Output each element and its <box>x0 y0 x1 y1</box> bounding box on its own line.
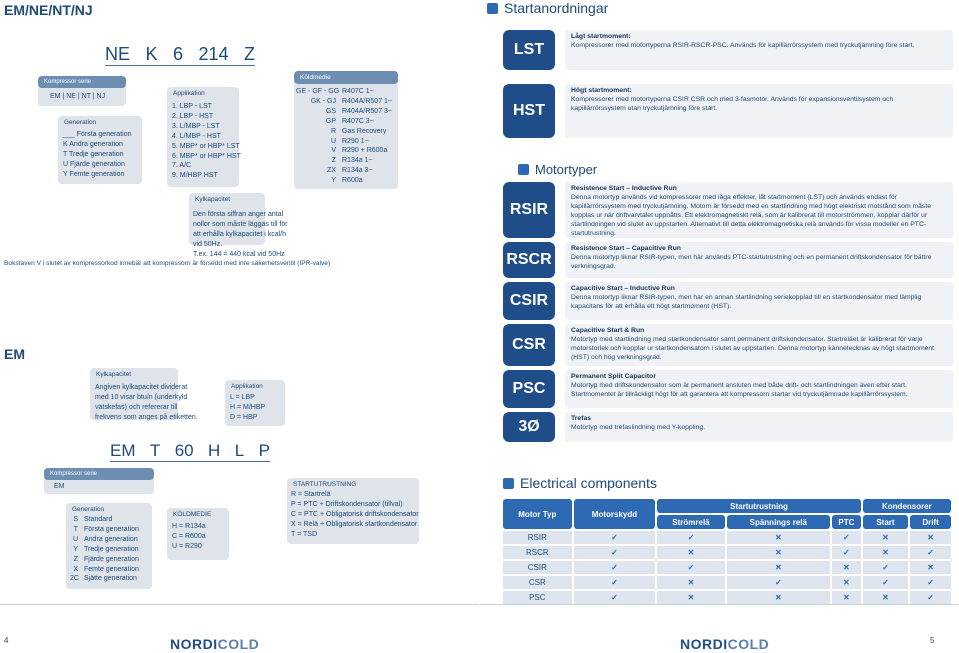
koldmedie-list <box>296 87 392 186</box>
applikation-row: 4. L/MBP - HST <box>172 132 221 140</box>
em-gen-row-code: Y <box>73 545 78 553</box>
motor-row-desc <box>565 282 953 320</box>
start-row-desc <box>565 84 953 138</box>
right-title: Startanordningar <box>504 0 609 16</box>
em-gen-row <box>70 515 139 525</box>
left-footer-rule <box>0 604 479 605</box>
em-gen-row <box>70 545 139 555</box>
em-komp-value: EM <box>54 483 65 490</box>
motor-type-cell: CSR <box>503 576 572 589</box>
right-logo <box>680 636 769 652</box>
kylkapacitet-pill: Kylkapacitet <box>195 196 231 203</box>
koldmedie-row-code: GP <box>325 117 336 125</box>
motor-type-cell: RSIR <box>503 531 572 544</box>
applikation-row: 2. LBP - HST <box>172 112 214 120</box>
kylkapacitet-line: T.ex. 144 = 440 kcal vid 50Hz <box>193 250 285 258</box>
motor-row-desc <box>565 370 953 408</box>
right-logo-a: NORDI <box>680 636 728 652</box>
check-icon: ✓ <box>910 591 951 604</box>
check-icon: ✓ <box>832 546 861 559</box>
check-icon: ✓ <box>574 591 656 604</box>
em-kold-row: U = R290 <box>172 542 202 550</box>
ipr-note: Bokstaven V i slutet av kompressorkod innebär att kompressorn är försedd med inre säkerhetsventil (IPR-valve) <box>4 260 331 267</box>
motor-row-text: Motortyp med startlindning med startkondensator samt permanent driftskondensator. Startreläet är kalibrerat för varje motorstorlek och kopplar ur startkondensatorn i slutet av uppstarten. Denna motortyp kännetecknas av högt startmoment (HST) och hög verkningsgrad. <box>571 335 935 361</box>
table-header: Motorskydd <box>574 499 656 529</box>
cross-icon: ✕ <box>910 531 951 544</box>
em-gen-row-code: T <box>73 525 78 533</box>
motor-type-cell: RSCR <box>503 546 572 559</box>
em-start-row: T = TSD <box>291 530 318 538</box>
generation-row: K Andra generation <box>63 140 123 148</box>
em-app-row: L = LBP <box>230 394 255 401</box>
applikation-list <box>172 102 241 181</box>
em-kylkap-text <box>95 383 198 423</box>
model-code-line <box>105 42 255 66</box>
em-start-row: R = Startrelä <box>291 491 331 498</box>
em-gen-row-code: S <box>73 516 78 523</box>
square-bullet-icon <box>487 3 498 14</box>
cross-icon: ✕ <box>863 531 908 544</box>
motor-row-head: Permanent Split Capacitor <box>571 373 656 380</box>
em-app-row: D = HBP <box>230 413 258 421</box>
check-icon: ✓ <box>574 546 656 559</box>
koldmedie-row-value: R134a 1~ <box>342 157 373 165</box>
koldmedie-row-code: GS <box>325 107 336 115</box>
start-row-head: Lågt startmoment: <box>571 33 631 40</box>
motor-title-wrap <box>518 162 597 177</box>
em-gen-row <box>70 525 139 535</box>
koldmedie-row-code: ZX <box>327 167 336 175</box>
square-bullet-icon-2 <box>518 164 529 175</box>
motor-title: Motortyper <box>535 162 598 177</box>
applikation-row: 5. MBP* or HBP* LST <box>172 142 240 150</box>
motor-row <box>503 412 953 442</box>
generation-row: Y Femte generation <box>63 170 125 178</box>
koldmedie-row-code: R <box>330 127 336 135</box>
motor-row-text: Denna motortyp liknar RSIR-typen, men här används PTC-startutrustning och en permanent driftskondensator för bättre verkningsgrad. <box>571 253 932 270</box>
applikation-row: 7. A/C <box>172 162 192 170</box>
koldmedie-row-value: R600a <box>342 177 363 185</box>
right-title-wrap <box>487 0 608 16</box>
koldmedie-row <box>296 117 392 127</box>
koldmedie-row-value: R290 1~ <box>342 137 369 145</box>
table-row <box>503 576 951 589</box>
right-footer-rule <box>480 604 959 605</box>
kylkapacitet-line: Den första siffran anger antal <box>193 211 284 218</box>
motor-row <box>503 182 953 238</box>
electrical-table <box>501 497 953 606</box>
koldmedie-row-code: U <box>330 137 336 145</box>
cross-icon: ✕ <box>727 531 830 544</box>
em-gen-row-value: Andra generation <box>84 535 138 543</box>
start-row-text: Kompressorer med motortyperna CSIR CSR och med 3-fasmotor. Används för expansionsventilsystem och kapillärrörssystem utan tryckutjämning före start. <box>571 95 894 112</box>
start-row <box>503 30 953 70</box>
motor-row-head: Capacitive Start – Inductive Run <box>571 285 675 292</box>
em-gen-row-code: Z <box>73 555 78 563</box>
left-logo-a: NORDI <box>170 636 218 652</box>
cross-icon: ✕ <box>863 546 908 559</box>
cross-icon: ✕ <box>657 591 724 604</box>
em-title: EM <box>4 346 25 362</box>
generation-list <box>63 130 132 180</box>
code-part: Z <box>243 44 255 64</box>
em-gen-row <box>70 574 139 584</box>
kompressor-value: EM | NE | NT | NJ <box>50 93 106 100</box>
check-icon: ✓ <box>657 531 724 544</box>
table-row <box>503 561 951 574</box>
code-part: NE <box>105 44 131 64</box>
table-row <box>503 546 951 559</box>
em-kold-row: H = R134a <box>172 523 206 530</box>
generation-row: T Tredje generation <box>63 150 124 158</box>
koldmedie-row <box>296 166 392 176</box>
em-code-part: T <box>149 441 161 460</box>
start-list <box>503 30 953 142</box>
left-page-number: 4 <box>4 636 9 645</box>
check-icon: ✓ <box>657 561 724 574</box>
motor-row-head: Resistence Start – Inductive Run <box>571 185 677 192</box>
motor-row-desc <box>565 182 953 238</box>
motor-row-desc <box>565 324 953 366</box>
em-app-pill: Applikation <box>231 383 263 390</box>
em-app-row: H = M/HBP <box>230 403 266 411</box>
em-code-part: 60 <box>174 441 194 460</box>
koldmedie-row <box>296 176 392 186</box>
em-gen-row-code: 2C <box>70 575 79 583</box>
em-start-list <box>291 490 419 540</box>
elec-title-wrap <box>503 475 657 491</box>
cross-icon: ✕ <box>657 546 724 559</box>
koldmedie-row <box>296 97 392 107</box>
kylkapacitet-text <box>193 210 288 260</box>
motor-row-text: Motortyp med trefaslindning med Y-koppling. <box>571 423 706 431</box>
generation-row: ___ Första generation <box>63 131 132 138</box>
em-gen-row-value: Standard <box>84 516 113 523</box>
koldmedie-row-value: R134a 3~ <box>342 167 373 175</box>
motor-row-code: 3Ø <box>503 412 555 442</box>
check-icon: ✓ <box>863 576 908 589</box>
left-logo <box>170 636 259 652</box>
em-kylkap-line: vätskefas) och refererar till <box>95 403 178 411</box>
generation-row: U Fjärde generation <box>63 160 125 168</box>
generation-pill: Generation <box>64 119 97 126</box>
motor-row-text: Motortyp med driftskondensator som är permanent ansluten med både drift- och startlindningen även efter start. Startmomentet är tillräckligt högt för att garantera att kompressorn startar vid tryckutjämnade kapillärrörssystem. <box>571 381 908 398</box>
em-gen-row-value: Sjätte generation <box>84 575 137 583</box>
em-gen-row <box>70 555 139 565</box>
em-code-part: P <box>258 441 270 460</box>
koldmedie-row-code: GK - GJ <box>310 97 336 105</box>
em-gen-row-value: Tredje generation <box>84 545 139 553</box>
code-part: K <box>145 44 158 64</box>
table-header: Startutrustning <box>657 499 861 513</box>
check-icon: ✓ <box>574 576 656 589</box>
check-icon: ✓ <box>910 546 951 559</box>
em-gen-row-value: Femte generation <box>84 565 139 573</box>
check-icon: ✓ <box>832 531 861 544</box>
motor-row-head: Capacitive Start & Run <box>571 327 645 334</box>
motor-row-code: PSC <box>503 370 555 408</box>
koldmedie-pill: Köldmedie <box>294 71 398 84</box>
check-icon: ✓ <box>574 531 656 544</box>
motor-row <box>503 242 953 278</box>
cross-icon: ✕ <box>727 591 830 604</box>
applikation-pill: Applikation <box>173 90 205 97</box>
code-part: 214 <box>198 44 229 64</box>
start-row-code: LST <box>503 30 555 70</box>
em-start-row: X = Relä + Obligatorisk startkondensator <box>291 520 418 528</box>
motor-row-code: RSIR <box>503 182 555 238</box>
start-row <box>503 84 953 138</box>
motor-row <box>503 370 953 408</box>
em-code-line <box>110 440 270 462</box>
applikation-row: 6. MBP* or HBP* HST <box>172 152 241 160</box>
koldmedie-row-value: R407C 3~ <box>342 117 374 125</box>
em-kold-pill: KÖLDMEDIE <box>173 511 212 518</box>
table-subheader: Start <box>863 515 908 529</box>
em-kold-row: C = R600a <box>172 532 206 540</box>
cross-icon: ✕ <box>832 561 861 574</box>
koldmedie-row <box>296 127 392 137</box>
em-komp-pill: Kompressor serie <box>44 468 154 480</box>
em-kylkap-pill: Kylkapacitet <box>96 371 132 378</box>
motor-row-desc <box>565 412 953 442</box>
koldmedie-row-value: R407C 1~ <box>342 88 374 95</box>
motor-list <box>503 182 953 446</box>
table-header: Kondensorer <box>863 499 951 513</box>
koldmedie-row-code: GE - GF - GG <box>296 88 340 95</box>
em-start-pill: STARTUTRUSTNING <box>293 481 357 488</box>
cross-icon: ✕ <box>727 561 830 574</box>
em-kylkap-line: frekvens som anges på etiketten. <box>95 413 198 421</box>
check-icon: ✓ <box>727 576 830 589</box>
kylkapacitet-line: nollor som måste läggas till för <box>193 220 288 228</box>
applikation-row: 1. LBP - LST <box>172 103 212 110</box>
kylkapacitet-line: vid 50Hz. <box>193 240 223 248</box>
em-kylkap-line: med 10 visar btu/n (underkyld <box>95 393 188 401</box>
cross-icon: ✕ <box>832 576 861 589</box>
koldmedie-row-code: V <box>331 147 336 155</box>
em-gen-row <box>70 565 139 575</box>
em-kold-list <box>172 522 206 552</box>
square-bullet-icon-3 <box>503 478 514 489</box>
cross-icon: ✕ <box>832 591 861 604</box>
cross-icon: ✕ <box>863 591 908 604</box>
em-gen-pill: Generation <box>72 506 105 513</box>
table-header: Motor Typ <box>503 499 572 529</box>
table-subheader: Strömrelä <box>657 515 724 529</box>
motor-row-head: Trefas <box>571 415 592 422</box>
motor-row-code: RSCR <box>503 242 555 278</box>
koldmedie-row-value: R404A/R507 3~ <box>342 107 393 115</box>
motor-row-code: CSIR <box>503 282 555 320</box>
motor-row-code: CSR <box>503 324 555 366</box>
koldmedie-row <box>296 146 392 156</box>
em-gen-row-code: X <box>73 565 78 573</box>
em-gen-row-code: U <box>72 535 78 543</box>
koldmedie-row <box>296 107 392 117</box>
table-row <box>503 531 951 544</box>
check-icon: ✓ <box>910 576 951 589</box>
motor-row-desc <box>565 242 953 278</box>
table-subheader: PTC <box>832 515 861 529</box>
right-logo-b: COLD <box>727 636 770 652</box>
applikation-row: 3. L/MBP - LST <box>172 122 220 130</box>
motor-type-cell: CSIR <box>503 561 572 574</box>
koldmedie-row <box>296 87 392 97</box>
motor-row-text: Denna motortyp används vid kompressorer med låga effekter, låt startmoment (LST) och används endast för kapillärrörssystem med tryckutjämning. Motorn är försedd med en startlindning med högt elektriskt motstånd som måste kopplas ur när driftvarvtalet uppnåtts. Ett elektromagnetiskt relä, som är kalibrerat till motorströmmen, kopplar därför ur startlindningen vid slutet av uppstarten. Alternativt till detta elektromagnetiska relä används för vissa modeller en PTC-startutrustning. <box>571 193 932 237</box>
em-gen-row <box>70 535 139 545</box>
kompressor-pill: Kompressor serie <box>38 76 126 88</box>
em-gen-row-value: Första generation <box>84 525 139 533</box>
cross-icon: ✕ <box>727 546 830 559</box>
motor-row-head: Resistence Start – Capacitive Run <box>571 245 681 252</box>
em-app-list <box>230 393 265 423</box>
em-gen-row-value: Fjärde generation <box>84 555 139 563</box>
right-page-number: 5 <box>930 636 935 645</box>
em-gen-list <box>70 515 139 584</box>
em-code-part: H <box>208 441 221 460</box>
cross-icon: ✕ <box>657 576 724 589</box>
em-kylkap-line: Angiven kylkapacitet dividerat <box>95 384 188 391</box>
start-row-text: Kompressorer med motortyperna RSIR-RSCR-PSC. Används för kapillärrörssystem med tryckutjämning före start. <box>571 41 915 49</box>
applikation-row: 9. M/HBP HST <box>172 172 218 180</box>
cross-icon: ✕ <box>910 561 951 574</box>
koldmedie-row-code: Z <box>331 157 336 165</box>
table-subheader: Drift <box>910 515 951 529</box>
kylkapacitet-line: att erhålla kylkapacitet i kcal/h <box>193 230 286 238</box>
koldmedie-row-value: Gas Recovery <box>342 127 387 135</box>
em-start-row: C = PTC + Obligatorisk driftskondensator <box>291 510 419 518</box>
motor-row-text: Denna motortyp liknar RSIR-typen, men har en annan startlindning seriekopplad till en startkondensator med lämplig kapacitans för att erhålla ett högt startmoment (HST). <box>571 293 922 310</box>
check-icon: ✓ <box>863 561 908 574</box>
koldmedie-row-code: Y <box>331 177 336 185</box>
koldmedie-row <box>296 156 392 166</box>
left-title: EM/NE/NT/NJ <box>4 2 93 18</box>
koldmedie-row-value: R404A/R507 1~ <box>342 97 393 105</box>
elec-title: Electrical components <box>520 475 657 491</box>
start-row-code: HST <box>503 84 555 138</box>
motor-type-cell: PSC <box>503 591 572 604</box>
motor-row <box>503 282 953 320</box>
left-logo-b: COLD <box>217 636 260 652</box>
code-part: 6 <box>172 44 183 64</box>
table-subheader: Spännings relä <box>727 515 830 529</box>
start-row-desc <box>565 30 953 70</box>
table-row <box>503 591 951 604</box>
em-code-part: EM <box>110 441 136 460</box>
check-icon: ✓ <box>574 561 656 574</box>
em-code-part: L <box>234 441 245 460</box>
koldmedie-row <box>296 137 392 147</box>
start-row-head: Högt startmoment: <box>571 87 632 94</box>
motor-row <box>503 324 953 366</box>
em-start-row: P = PTC + Driftskondensator (tillval) <box>291 500 403 508</box>
koldmedie-row-value: R290 + R600a <box>342 147 388 155</box>
